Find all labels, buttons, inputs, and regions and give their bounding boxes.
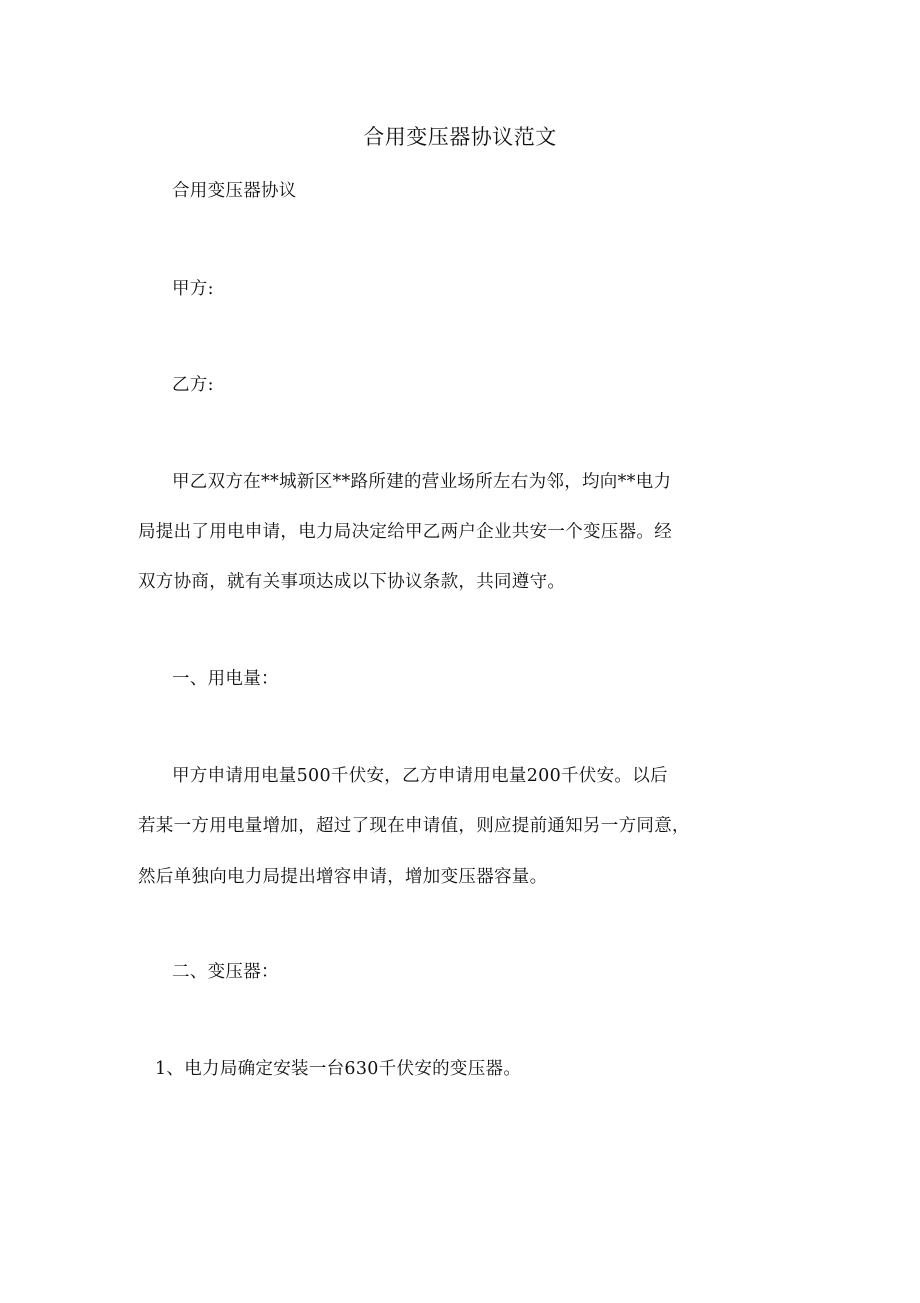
document-title: 合用变压器协议范文 (363, 125, 557, 149)
section-2-heading: 二、变压器： (172, 962, 279, 982)
intro-line-2: 局提出了用电申请，电力局决定给甲乙两户企业共安一个变压器。经 (138, 522, 672, 542)
agreement-subtitle: 合用变压器协议 (172, 181, 297, 201)
intro-line-1: 甲乙双方在**城新区**路所建的营业场所左右为邻，均向**电力 (172, 472, 672, 492)
intro-line-3: 双方协商，就有关事项达成以下协议条款，共同遵守。 (138, 572, 566, 592)
party-a-label: 甲方: (172, 279, 214, 299)
section-2-item-1: 1、电力局确定安装一台630千伏安的变压器。 (155, 1059, 522, 1079)
party-b-label: 乙方: (172, 375, 214, 395)
section-1-line-3: 然后单独向电力局提出增容申请，增加变压器容量。 (138, 867, 548, 887)
section-1-line-1: 甲方申请用电量500千伏安，乙方申请用电量200千伏安。以后 (172, 766, 668, 786)
section-1-heading: 一、用电量： (172, 669, 279, 689)
section-1-line-2: 若某一方用电量增加，超过了现在申请值，则应提前通知另一方同意， (138, 816, 690, 836)
